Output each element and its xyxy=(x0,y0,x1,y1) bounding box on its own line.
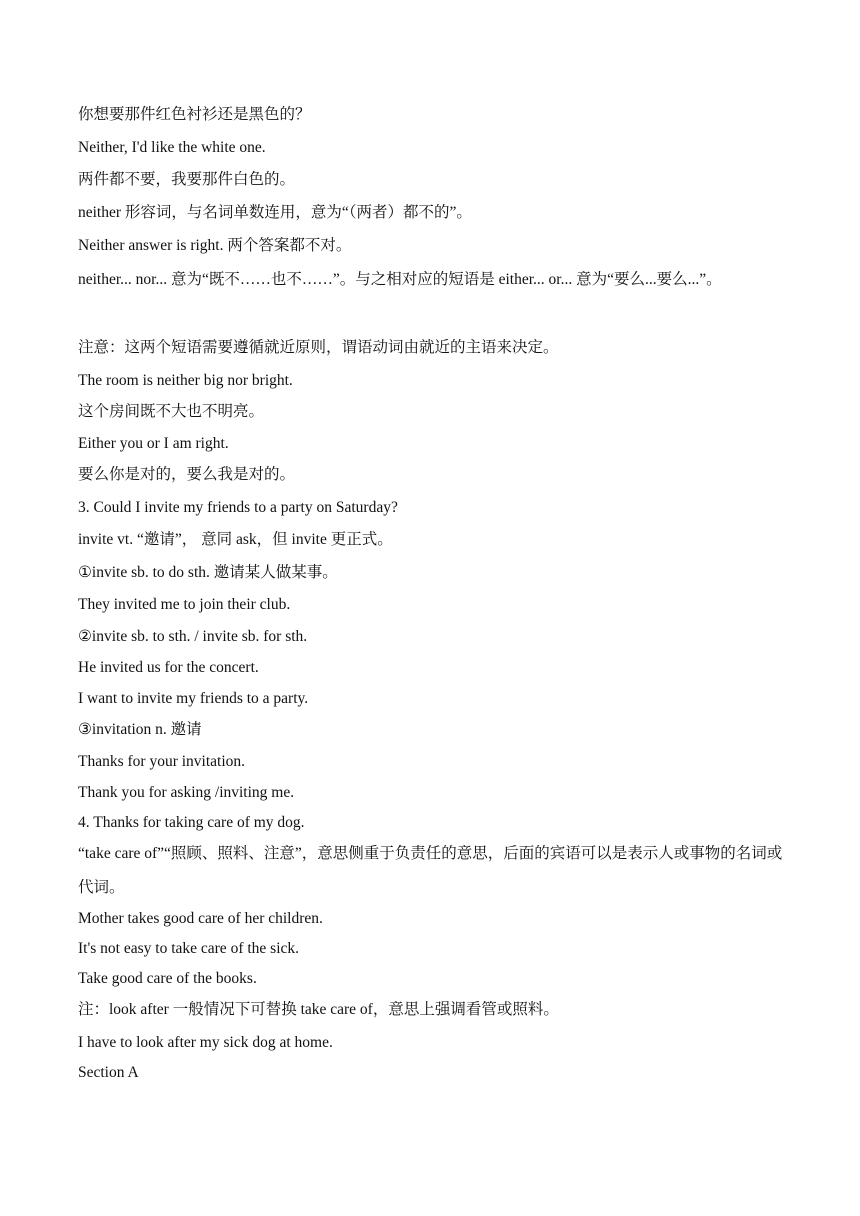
text-line: Thank you for asking /inviting me. xyxy=(78,784,295,801)
text-line: ①invite sb. to do sth. 邀请某人做某事。 xyxy=(78,564,338,581)
text-line: Mother takes good care of her children. xyxy=(78,910,323,927)
text-line: ③invitation n. 邀请 xyxy=(78,721,202,738)
text-line: He invited us for the concert. xyxy=(78,659,259,676)
text-line: The room is neither big nor bright. xyxy=(78,372,293,389)
text-paragraph: neither... nor... 意为“既不……也不……”。与之相对应的短语是 either... or... 意为“要么...要么...”。 xyxy=(78,271,722,288)
text-paragraph: “take care of”“照顾、照料、注意”，意思侧重于负责任的意思，后面的宾语可以是表示人或事物的名词或代词。 xyxy=(78,845,783,896)
text-line: ②invite sb. to sth. / invite sb. for sth. xyxy=(78,628,308,645)
section-heading: 3. Could I invite my friends to a party on Saturday? xyxy=(78,499,398,516)
section-heading: 4. Thanks for taking care of my dog. xyxy=(78,814,305,831)
text-line: Neither answer is right. 两个答案都不对。 xyxy=(78,237,352,254)
text-line: 你想要那件红色衬衫还是黑色的？ xyxy=(78,106,311,123)
text-line: 注意：这两个短语需要遵循就近原则，谓语动词由就近的主语来决定。 xyxy=(78,339,559,356)
text-line: I have to look after my sick dog at home. xyxy=(78,1034,333,1051)
text-line: I want to invite my friends to a party. xyxy=(78,690,309,707)
text-line: 这个房间既不大也不明亮。 xyxy=(78,403,265,420)
text-line: neither 形容词，与名词单数连用，意为“（两者）都不的”。 xyxy=(78,204,472,221)
text-line: It's not easy to take care of the sick. xyxy=(78,940,300,957)
text-line: Either you or I am right. xyxy=(78,435,229,452)
text-line: invite vt. “邀请”， 意同 ask，但 invite 更正式。 xyxy=(78,531,393,548)
text-line: Thanks for your invitation. xyxy=(78,753,246,770)
text-line: Take good care of the books. xyxy=(78,970,257,987)
section-heading: Section A xyxy=(78,1064,139,1081)
text-line: Neither, I'd like the white one. xyxy=(78,139,266,156)
text-line: 两件都不要，我要那件白色的。 xyxy=(78,171,296,188)
text-line: 注：look after 一般情况下可替换 take care of，意思上强调看管或照料。 xyxy=(78,1001,559,1018)
text-line: 要么你是对的，要么我是对的。 xyxy=(78,466,296,483)
text-line: They invited me to join their club. xyxy=(78,596,291,613)
